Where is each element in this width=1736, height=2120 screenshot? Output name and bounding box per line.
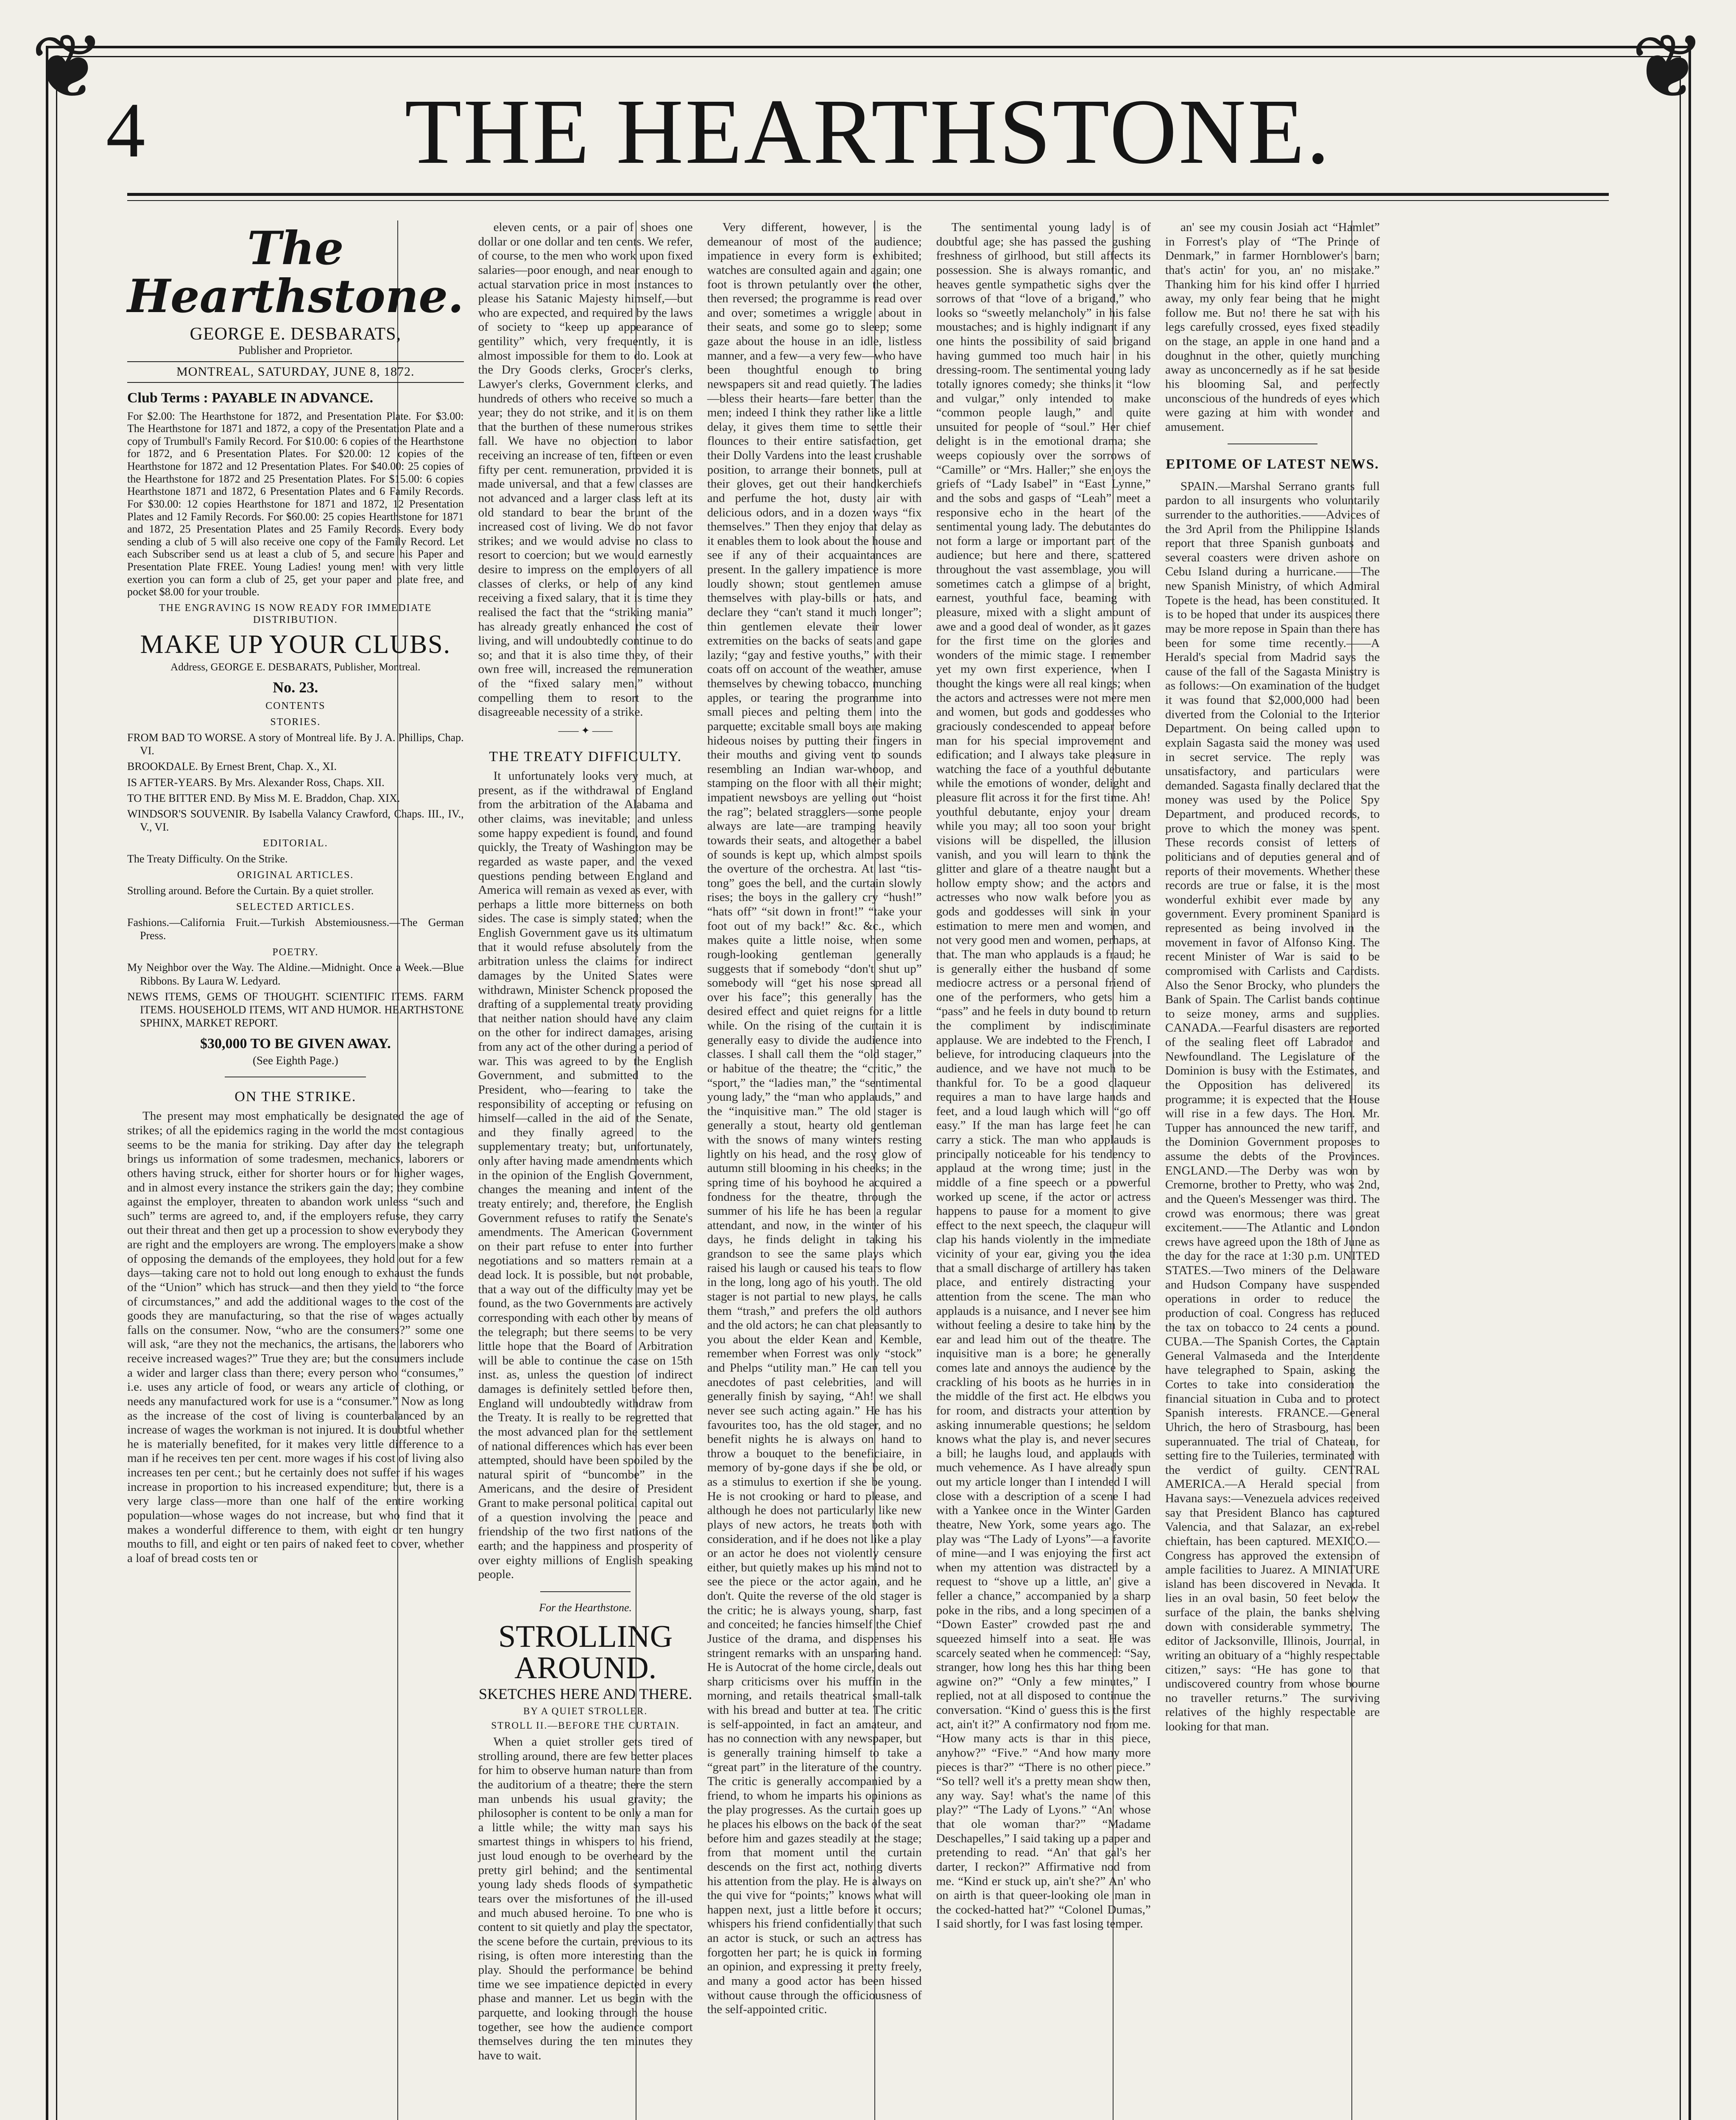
masthead-rule: [127, 193, 1609, 196]
treaty-heading: THE TREATY DIFFICULTY.: [489, 748, 682, 764]
prize-announcement: $30,000 TO BE GIVEN AWAY.: [200, 1036, 391, 1052]
strolling-subtitle: SKETCHES HERE AND THERE.: [478, 1685, 692, 1702]
column-4: [936, 220, 1151, 2120]
stroll-article-continued: Very different, however, is the demeanour of most of the audience; impatience in every form is exhibited; watches are consulted again and again; one foot is thrown petulantly over the other, then reversed; the programme is read over and over; sometimes a wriggle about in their seats, and some go to sleep; some gaze about the house in an idle, listless manner, and a few—a very few—who have been thoughtful enough to bring newspapers sit and read quietly. The ladies—bless their hearts—fare better than the men; indeed I think they rather like a little delay, it gives them time to settle their flounces to their entire satisfaction, get their Dolly Vardens into the least crushable position, to arrange their bonnets, pull at their gloves, get out their handkerchiefs and perfume the hot, dusty air with delicious odors, and in a dozen ways “fix themselves.” Then they enjoy that delay as it enables them to look about the house and see if any of their acquaintances are present. In the gallery impatience is more loudly shown; stout gentlemen amuse themselves with play-bills or hats, and declare they “can't stand it much longer”; thin gentlemen elevate their lower extremities on the backs of seats and gape lazily; “gay and festive youths,” with their coats off on account of the weather, amuse themselves by chewing tobacco, munching apples, or tearing the programme into small pieces and pelting them into the parquette; excitable small boys are making hideous noises by putting their fingers in their mouths and giving vent to sounds resembling an Indian war-whoop, and stamping on the floor with all their might; impatient newsboys are yelling out “hoist the rag”; belated stragglers—some people always are late—are tramping heavily towards their seats, and altogether a babel of sounds is kept up, which almost spoils the overture of the orchestra. At last “tis-tong” goes the bell, and the curtain slowly rises; the boys in the gallery cry “hush!” “hats off” “sit down in front!” “take your foot out of my back!” &c. &c., which makes quite a little noise, when some rough-looking gentleman generally suggests that if somebody “don't shut up” somebody will “get his nose spread all over his face”; this generally has the desired effect and quiet reigns for a little while. On the rising of the curtain it is generally easy to divide the audience into classes. I shall call them the “old stager,” or habitue of the theatre; the “critic,” the “sport,” the “ladies man,” the “sentimental young lady,” the “man who applauds,” and the “inquisitive man.” The old stager is generally a stout, hearty old gentleman with the snows of many winters resting lightly on his head, and the rosy glow of autumn still blooming in his cheeks; in the spring time of his boyhood he acquired a fondness for the theatre, through the summer of his life he has been a regular attendant, and now, in the winter of his days, he finds delight in taking his grandson to see the same plays which raised his laugh or caused his tears to flow in the long, long ago of his youth. The old stager is not partial to new plays, he calls them “trash,” and prefers the old authors and the old actors; he can chat pleasantly to you about the elder Kean and Kemble, remember when Forrest was only “stock” and Phelps “utility man.” He can tell you anecdotes of past celebrities, and will generally finish by saying, “Ah! we shall never see such acting again.” He has his favourites too, has the old stager, and no benefit nights he is always on hand to throw a bouquet to the beneficiaire, in memory of by-gone days if she be old, or as a stimulus to exertion if she be young. He is not crooking or hard to please, and although he does not particularly like new plays of new actors, he treats both with consideration, and if he does not like a play or an actor he does not violently censure either, but quietly makes up his mind not to see the piece or the actor again, and he don't. Quite the reverse of the old stager is the critic; he is always young, sharp, fast and conceited; he fancies himself the Chief Justice of the drama, and dispenses his stringent remarks with an unsparing hand. He is Autocrat of the home circle, deals out sharp criticisms over his muffin in the morning, and retails theatrical small-talk with his bread and butter at tea. The critic is self-appointed, in fact an amateur, and has no connection with any newspaper, but is generally training himself to take a “great part” in the literature of the country. The critic is generally accompanied by a friend, to whom he imparts his opinions as the play progresses. As the curtain goes up he places his elbows on the back of the seat before him and gazes steadily at the stage; from that moment until the curtain descends on the first act, nothing diverts his attention from the play. He is always on the qui vive for “points;” knows what will happen next, just a little before it occurs; whispers his friend confidentially that such an actor is stuck, or such an actress has forgotten her part; he is quick in forming an opinion, and expressing it pretty freely, and many a good actor has been hissed without cause through the officiousness of the self-appointed critic.: [707, 220, 922, 2017]
selected-articles: Fashions.—California Fruit.—Turkish Abstemiousness.—The German Press.: [127, 916, 464, 942]
strike-article-text: The present may most emphatically be designated the age of strikes; of all the epidemics raging in the world the most contagious seems to be the mania for striking. Day after day the telegraph brings us information of some tradesmen, mechanics, laborers or others having struck, either for shorter hours or for higher wages, and in almost every instance the strikers gain the day; they combine against the employer, threaten to abandon work unless “such and such” terms are agreed to, and, if the employers refuse, they carry out their threat and then get up a procession to show everybody they are right and the employers are wrong. The employers make a show of opposing the demands of the employees, they hold out for a few days—taking care not to hold out long enough to exhaust the funds of the “Union” which has struck—and then they yield to “the force of circumstances,” and add the additional wages to the cost of the goods they are manufacturing, so that the rise of wages actually falls on the consumer. Now, “who are the consumers?” some one will ask, “are they not the mechanics, the artisans, the laborers who receive increased wages?” True they are; but the consumers include a wider and larger class than there; every person who “consumes,” i.e. uses any article of food, or wears any article of clothing, or needs any manufactured work for use is a “consumer.” Now as long as the increase of the cost of living is counterbalanced by an increase of wages the workman is not injured. It is doubtful whether he is materially benefited, for it makes very little difference to a man if he receives ten per cent. more wages if his cost of living also increases ten per cent.; but he certainly does not suffer if his wages increase in proportion to his increased expenditure; but, there is a very large class—more than one half of the entire working population—whose wages do not increase, but who find that it makes a wonderful difference to them, with eight or ten hungry mouths to fill, and eight or ten pairs of naked feet to cover, whether a loaf of bread costs ten or: [127, 1109, 464, 1565]
nameplate: The Hearthstone.: [127, 222, 464, 324]
editorial-items: The Treaty Difficulty. On the Strike.: [127, 853, 288, 865]
stroll-article-ending: an' see my cousin Josiah act “Hamlet” in Forrest's play of “The Prince of Denmark,” in farmer Hornblower's barn; that's actin' for you, an' no mistake.” Thanking him for his kind offer I hurried away, my only fear being that he might follow me. But no! there he sat with his legs carefully crossed, eyes fixed steadily on the stage, an apple in one hand and a doughnut in the other, quietly munching away as unconcernedly as if he sat beside his blooming Sal, and perfectly unconscious of the hundreds of eyes which were gazing at him with wonder and amusement.: [1165, 220, 1380, 434]
issue-number: No. 23.: [273, 678, 318, 696]
publisher-name: GEORGE E. DESBARATS,: [190, 324, 401, 344]
strike-heading: ON THE STRIKE.: [234, 1089, 357, 1105]
original-articles-label: ORIGINAL ARTICLES.: [237, 870, 354, 881]
stories-label: STORIES.: [270, 717, 321, 728]
strike-article-continued: eleven cents, or a pair of shoes one dollar or one dollar and ten cents. We refer, of course, to the men who work upon fixed salaries—poor enough, and near enough to actual starvation price in most instances to please his Satanic Majesty himself,—but who are expected, and required by the laws of society to “keep up appearance of gentility” which, very frequently, it is almost impossible for them to do. Look at the Dry Goods clerks, Grocer's clerks, Lawyer's clerks, Government clerks, and hundreds of others who receive so much a year; they do not strike, and it is on them that the burthen of these numerous strikes fall. We have no objection to labor receiving an increase of ten, fifteen or even fifty per cent. remuneration, provided it is made universal, and that a few classes are not advanced and a larger class left at its old standard to bear the brunt of the increased cost of living. We do not favor strikes; and we would advise no class to resort to coercion; but we would earnestly desire to impress on the employers of all classes of clerks, or help of any kind receiving a fixed salary, that it is time they realised the fact that the “striking mania” has already greatly enhanced the cost of living, and will undoubtedly continue to do so; and that it is also time they, of their own free will, increased the remuneration of the “fixed salary men,” without compelling them to resort to the disagreeable necessity of a strike.: [478, 220, 693, 719]
newspaper-columns: [127, 220, 1609, 2120]
column-3: [707, 220, 922, 2120]
masthead-rule-thin: [127, 200, 1609, 201]
engraving-notice: THE ENGRAVING IS NOW READY FOR IMMEDIATE DISTRIBUTION.: [159, 602, 432, 625]
contents-item: IS AFTER-YEARS. By Mrs. Alexander Ross, Chaps. XII.: [127, 776, 385, 789]
page-number: 4: [106, 87, 145, 174]
section-rule: [540, 1591, 631, 1592]
contents-item: TO THE BITTER END. By Miss M. E. Braddon, Chap. XIX.: [127, 792, 400, 804]
strolling-title: STROLLING AROUND.: [498, 1619, 673, 1685]
clubs-title: MAKE UP YOUR CLUBS.: [140, 630, 451, 659]
address-block: Address, GEORGE E. DESBARATS, Publisher, Montreal.: [170, 661, 421, 673]
column-5: [1165, 220, 1380, 2120]
publisher-role: Publisher and Proprietor.: [238, 343, 353, 357]
contents-item: BROOKDALE. By Ernest Brent, Chap. X., XI.: [127, 760, 337, 773]
corner-ornament-icon: ❦: [1631, 19, 1705, 117]
stroll-heading: STROLL II.—BEFORE THE CURTAIN.: [491, 1720, 680, 1731]
column-1: [127, 220, 464, 2120]
poetry-label: POETRY.: [272, 946, 319, 958]
contents-item: WINDSOR'S SOUVENIR. By Isabella Valancy Crawford, Chaps. III., IV., V., VI.: [127, 807, 464, 834]
corner-ornament-icon: ❦: [31, 19, 105, 117]
stroll-article-text: When a quiet stroller gets tired of strolling around, there are few better places for him to observe human nature than from the auditorium of a theatre; there the stern man unbends his usual gravity; the philosopher is content to be only a man for a little while; the witty man says his smartest things in whispers to his friend, just loud enough to be overheard by the pretty girl behind; and the sentimental young lady sheds floods of sympathetic tears over the misfortunes of the ill-used and much abused heroine. To one who is content to sit quietly and play the spectator, the scene before the curtain, previous to its rising, is often more interesting than the play. Should the performance be behind time we see impatience depicted in every phase and manner. Let us begin with the parquette, and looking through the house together, see how the audience comport themselves during the ten minutes they have to wait.: [478, 1735, 693, 2062]
ornament-rule-icon: —— ✦ ——: [558, 725, 613, 736]
prize-note: (See Eighth Page.): [252, 1054, 338, 1067]
column-2: [478, 220, 693, 2120]
for-hearthstone-line: For the Hearthstone.: [539, 1601, 632, 1614]
contents-item: FROM BAD TO WORSE. A story of Montreal life. By J. A. Phillips, Chap. VI.: [127, 731, 464, 757]
masthead-title: THE HEARTHSTONE.: [405, 80, 1331, 183]
departments-list: NEWS ITEMS, GEMS OF THOUGHT. SCIENTIFIC ITEMS. FARM ITEMS. HOUSEHOLD ITEMS, WIT AND HUMOR. HEARTHSTONE SPHINX, MARKET REPORT.: [127, 990, 464, 1029]
treaty-article-text: It unfortunately looks very much, at present, as if the withdrawal of England from the arbitration of the Alabama and other claims, was inevitable; and unless some happy expedient is found, and found quickly, the Treaty of Washington may be regarded as waste paper, and the vexed questions pending between England and America will remain as vexed as ever, with perhaps a little more bitterness on both sides. The case is simply stated; when the English Government gave us its ultimatum that it would refuse absolutely from the arbitration unless the claims for indirect damages by the United States were withdrawn, Minister Schenck proposed the drafting of a supplemental treaty providing that neither nation should have any claim on the other for indirect damages, arising from any act of the other during a period of war. This was agreed to by the English Government, and submitted to the President, who—fearing to take the responsibility of accepting or refusing on himself—called in the aid of the Senate, and they finally agreed to the supplementary treaty; but, unfortunately, only after having made amendments which in the opinion of the English Government, changes the meaning and intent of the treaty entirely; and, therefore, the English Government refuses to ratify the Senate's amendments. The American Government on their part refuse to enter into further negotiations and so matters remain at a dead lock. It is possible, but not probable, that a way out of the difficulty may yet be found, as the two Governments are actively corresponding with each other by means of the telegraph; but there seems to be very little hope that the Board of Arbitration will be able to continue the case on 15th inst. as, unless the question of indirect damages is definitely settled before then, England will undoubtedly withdraw from the Treaty. It is really to be regretted that the most advanced plan for the settlement of national differences which has ever been attempted, should have been spoiled by the natural spirit of “buncombe” in the Americans, and the desire of President Grant to make personal political capital out of a question involving the peace and friendship of the two first nations of the earth; and the happiness and prosperity of over eighty millions of English speaking people.: [478, 769, 693, 1582]
club-terms-text: For $2.00: The Hearthstone for 1872, and Presentation Plate. For $3.00: The Hearthstone for 1871 and 1872, a copy of the Presentation Plate and a copy of Trumbull's Family Record. For $10.00: 6 copies of the Hearthstone for 1872, and 6 Presentation Plates. For $20.00: 12 copies of the Hearthstone for 1872 and 12 Presentation Plates. For $40.00: 25 copies of the Hearthstone for 1872 and 25 Presentation Plates. For $15.00: 6 copies Hearthstone 1871 and 1872, 6 Presentation Plates and 6 Family Records. For $30.00: 12 copies Hearthstone for 1871 and 1872, 12 Presentation Plates and 12 Family Records. For $60.00: 25 copies Hearthstone for 1871 and 1872, 25 Presentation Plates and 25 Family Records. Every body sending a club of 5 will also receive one copy of the Family Record. Let each Subscriber send us at least a club of 5, and secure his Paper and Presentation Plate FREE. Young Ladies! young men! with very little exertion you can form a club of 25, get your paper and plate free, and pocket $8.00 for your trouble.: [127, 410, 464, 598]
epitome-heading: EPITOME OF LATEST NEWS.: [1166, 457, 1379, 472]
column-6: [1394, 220, 1609, 2120]
byline: BY A QUIET STROLLER.: [523, 1705, 648, 1716]
club-terms-heading: Club Terms : PAYABLE IN ADVANCE.: [127, 390, 374, 406]
dateline: MONTREAL, SATURDAY, JUNE 8, 1872.: [127, 361, 464, 383]
original-articles: Strolling around. Before the Curtain. By a quiet stroller.: [127, 884, 374, 897]
stroll-article-continued-2: The sentimental young lady is of doubtful age; she has passed the gushing freshness of girlhood, but still affects its possession. She is always romantic, and heaves gentle sympathetic sighs over the sorrows of that “love of a brigand,” who looks so “sweetly melancholy” in his false moustaches; and is highly indignant if any one hints the possibility of said brigand having gummed too much hair in his dressing-room. The sentimental young lady totally ignores comedy; she thinks it “low and vulgar,” only intended to make “common people laugh,” and quite unsuited for people of “soul.” Her chief delight is in the emotional drama; she weeps copiously over the sorrows of “Camille” or “Mrs. Haller;” she enjoys the griefs of “Lady Isabel” in “East Lynne,” and the sobs and gasps of “Leah” meet a responsive echo in the heart of the sentimental young lady. The debutantes do not form a large or important part of the audience; but here and there, scattered throughout the vast assemblage, you will sometimes catch a glimpse of a bright, earnest, youthful face, beaming with pleasure, mixed with a slight amount of awe and a good deal of wonder, as it gazes for the first time on the glories and wonders of the mimic stage. I remember yet my own first experience, when I thought the kings were all real kings; when the actors and actresses were not mere men and women, but gods and goddesses who graciously condescended to appear before man for his special improvement and edification; and I always take pleasure in watching the face of a youthful debutante while the emotions of wonder, delight and pleasure flit across it for the first time. Ah! youthful debutante, enjoy your dream while you may; all too soon your bright visions will be dispelled, the illusion vanish, and you will learn to think the glitter and glare of a theatre naught but a hollow empty show; and the actors and actresses who now walk before you as gods and goddesses will sink in your estimation to mere men and women, and not very good men and women, perhaps, at that. The man who applauds is a fraud; he is generally either the husband of some mediocre actress or a personal friend of one of the performers, who gets him a “pass” and he feels in duty bound to return the compliment by indiscriminate applause. We are indebted to the French, I believe, for introducing claqueurs into the audience, and we have not much to be thankful for. To be a good claqueur requires a man to have large hands and feet, and a loud laugh which will “go off easy.” If the man has large feet he can carry a stick. The man who applauds is principally noticeable for his tendency to applaud at the wrong time; just in the middle of a fine speech or a powerful worked up scene, if the actor or actress happens to pause for a moment to give effect to the next speech, the claqueur will clap his hands violently in the immediate vicinity of your ear, giving you the idea that a small discharge of artillery has taken place, and entirely distracting your attention from the scene. The man who applauds is a nuisance, and I never see him without feeling a desire to take him by the ear and lead him out of the theatre. The inquisitive man is a bore; he generally comes late and annoys the audience by the crackling of his boots as he hurries in in the middle of the first act. He elbows you for room, and distracts your attention by asking innumerable questions; he seldom knows what the play is, and never secures a bill; he laughs loud, and applauds with much vehemence. As I have already spun out my article longer than I intended I will close with a description of a scene I had with a Yankee once in the Winter Garden theatre, New York, some years ago. The play was “The Lady of Lyons”—a favorite of mine—and I was enjoying the first act when my attention was distracted by a request to “shove up a little, an' give a feller a chance,” accompanied by a sharp poke in the ribs, and a long specimen of a “Down Easter” crowded past me and squeezed himself into a seat. He was scarcely seated when he commenced: “Say, stranger, how long hes this har thing been agwine on?” “Only a few minutes,” I replied, not at all disposed to continue the conversation. “Kind o' guess this is the first act, ain't it?” A confirmatory nod from me. “How many acts is thar in this piece, anyhow?” “Five.” “And how many more pieces is thar?” “There is no other piece.” “So tell? well it's a pretty mean show then, any way. Say! what's the name of this play?” “The Lady of Lyons.” “An' whose that ole woman thar?” “Madame Deschapelles,” I said taking up a paper and pretending to read. “An' that gal's her darter, I reckon?” Affirmative nod from me. “Kind er stuck up, ain't she?” An' who on airth is that queer-looking ole man in the cocked-hatted hat?” “Colonel Dumas,” I said shortly, for I was fast losing temper.: [936, 220, 1151, 1931]
editorial-label: EDITORIAL.: [263, 838, 328, 849]
poetry-items: My Neighbor over the Way. The Aldine.—Midnight. Once a Week.—Blue Ribbons. By Laura W. Ledyard.: [127, 961, 464, 987]
contents-label: CONTENTS: [265, 700, 326, 712]
selected-articles-label: SELECTED ARTICLES.: [236, 901, 355, 913]
news-items-text: SPAIN.—Marshal Serrano grants full pardon to all insurgents who voluntarily surrender to the authorities.——Advices of the 3rd April from the Philippine Islands report that three Spanish gunboats and several coasters were driven ashore on Cebu Island during a hurricane.——The new Spanish Ministry, of which Admiral Topete is the head, has been constituted. It is to be hoped that under its auspices there may be more repose in Spain than there has been for some time recently.——A Herald's special from Madrid says the cause of the fall of the Sagasta Ministry is as follows:—On examination of the budget it was found that $2,000,000 had been diverted from the Colonial to the Interior Department. On being called upon to explain Sagasta said the money was used in secret service. The reply was unsatisfactory, and particulars were demanded. Sagasta finally declared that the money was used by the Police Spy Department, and produced records, to prove to which the money was spent. These records consist of letters of politicians and of deputies general and of reports of their movements. Whether these records are true or false, it is the most wonderful exhibit ever made by any government. Every prominent Spaniard is represented as being involved in the movement in favor of Alfonso King. The recent Minister of War is said to be compromised with Carlists and Cardists. Also the Senor Brocky, who plunders the Bank of Spain. The Carlist bands continue to seize money, arms and supplies. CANADA.—Fearful disasters are reported of the sealing fleet off Labrador and Newfoundland. The Legislature of the Dominion is busy with the Estimates, and the Opposition has delivered its programme; it is expected that the House will rise in a few days. The Hon. Mr. Tupper has announced the new tariff, and the Dominion Government proposes to assume the debts of the Provinces. ENGLAND.—The Derby was won by Cremorne, brother to Pretty, who was 2nd, and the Queen's Messenger was third. The crowd was enormous; there was great excitement.——The Atlantic and London crews have agreed upon the 18th of June as the day for the race at 1:30 p.m. UNITED STATES.—Two miners of the Delaware and Hudson Company have suspended operations in order to reduce the production of coal. Congress has reduced the tax on tobacco to 24 cents a pound. CUBA.—The Spanish Cortes, the Captain General Valmaseda and the Intendente have telegraphed to Spain, asking the Cortes to take into consideration the financial situation in Cuba and to protect Spanish interests. FRANCE.—General Uhrich, the hero of Strasbourg, has been superannuated. The trial of Chateau, for setting fire to the Tuileries, terminated with the verdict of guilty. CENTRAL AMERICA.—A Herald special from Havana says:—Venezuela advices received say that President Blanco has captured Valencia, and that Salazar, an ex-rebel chieftain, has been captured. MEXICO.—Congress has approved the extension of ample facilities to Juarez. A MINIATURE island has been discovered in Nevada. It lies in an oval basin, 50 feet below the surface of the plain, the banks shelving down with considerable symmetry. The editor of Jacksonville, Illinois, Journal, in writing an obituary of a “highly respectable citizen,” says: “He has gone to that undiscovered country from whose bourne no traveller returns.” The surviving relatives of the highly respectable are looking for that man.: [1165, 479, 1380, 1734]
